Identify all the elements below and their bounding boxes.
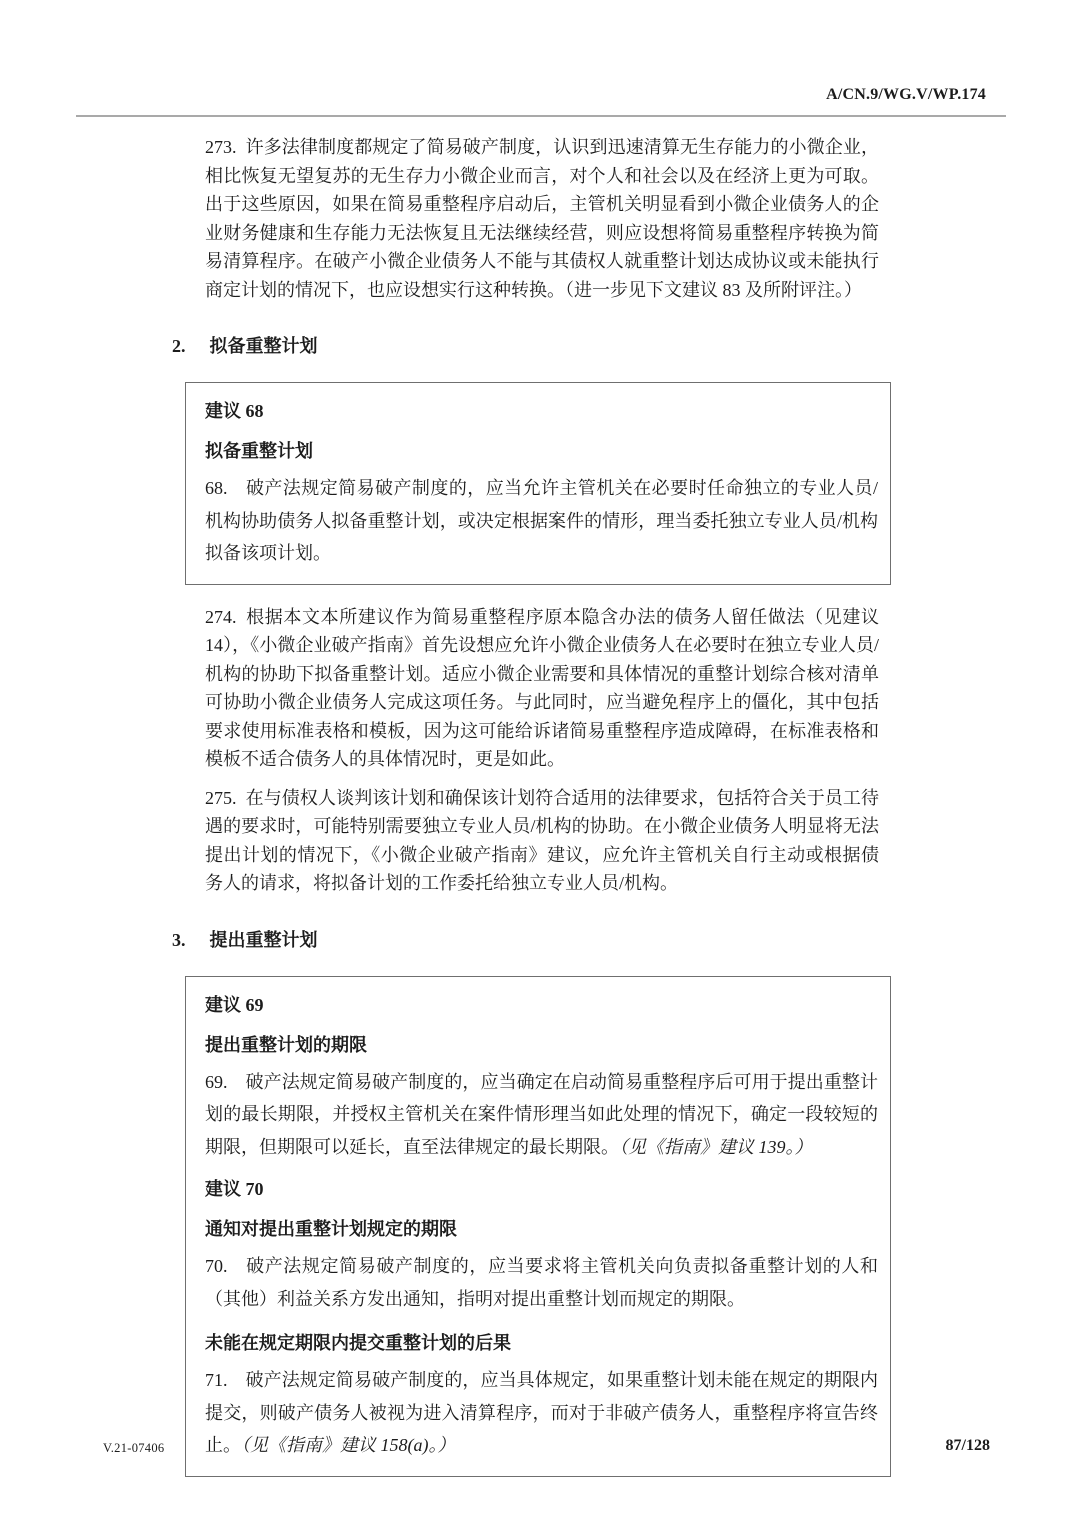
header-rule <box>76 115 1006 117</box>
recommendation-70-text-main: 70. 破产法规定简易破产制度的，应当要求将主管机关向负责拟备重整计划的人和（其他）利益关系方发出通知，指明对提出重整计划而规定的期限。 <box>205 1256 878 1309</box>
recommendation-70-text <box>205 1250 878 1315</box>
recommendation-71-reference: （见《指南》建议 158(a)。） <box>241 1435 456 1455</box>
recommendation-69-subtitle: 提出重整计划的期限 <box>205 1034 367 1055</box>
document-body <box>172 133 879 1495</box>
recommendation-71-text-main: 71. 破产法规定简易破产制度的，应当具体规定，如果重整计划未能在规定的期限内提交，则破产债务人被视为进入清算程序，而对于非破产债务人，重整程序将宣告终止。 <box>205 1370 878 1455</box>
recommendation-68-title: 建议 68 <box>205 401 264 421</box>
recommendation-69-text <box>205 1066 878 1164</box>
document-symbol: A/CN.9/WG.V/WP.174 <box>826 86 986 103</box>
recommendation-71-text <box>205 1364 878 1462</box>
recommendation-69-reference: （见《指南》建议 139。） <box>619 1136 813 1157</box>
paragraph-273: 273. 许多法律制度都规定了简易破产制度，认识到迅速清算无生存能力的小微企业，相比恢复无望复苏的无生存力小微企业而言，对个人和社会以及在经济上更为可取。出于这些原因，如果在简易重整程序启动后，主管机关明显看到小微企业债务人的企业财务健康和生存能力无法恢复且无法继续经营，则应设想将简易重整程序转换为简易清算程序。在破产小微企业债务人不能与其债权人就重整计划达成协议或未能执行商定计划的情况下，也应设想实行这种转换。（进一步见下文建议 83 及所附评注。） <box>205 137 879 300</box>
recommendation-70-subtitle: 通知对提出重整计划规定的期限 <box>205 1219 457 1239</box>
section-number: 2. <box>172 336 186 356</box>
section-number: 3. <box>172 929 186 950</box>
recommendation-68-text-main: 68. 破产法规定简易破产制度的，应当允许主管机关在必要时任命独立的专业人员/机构协助债务人拟备重整计划，或决定根据案件的情形，理当委托独立专业人员/机构拟备该项计划。 <box>205 478 878 563</box>
recommendation-68-text <box>205 472 878 570</box>
footer-page-number: 87/128 <box>945 1437 990 1454</box>
recommendation-70-title: 建议 70 <box>205 1179 264 1199</box>
section-heading-3 <box>172 926 879 952</box>
recommendation-box-69-71 <box>185 976 891 1477</box>
paragraph-275: 275. 在与债权人谈判该计划和确保该计划符合适用的法律要求，包括符合关于员工待遇的要求时，可能特别需要独立专业人员/机构的协助。在小微企业债务人明显将无法提出计划的情况下，《小微企业破产指南》建议，应允许主管机关自行主动或根据债务人的请求，将拟备计划的工作委托给独立专业人员/机构。 <box>205 787 879 893</box>
footer-document-number: V.21-07406 <box>103 1441 165 1455</box>
section-title: 拟备重整计划 <box>209 336 318 356</box>
recommendation-68-subtitle: 拟备重整计划 <box>205 441 313 461</box>
section-heading-2 <box>172 332 879 358</box>
recommendation-box-68 <box>185 382 891 585</box>
paragraph-274: 274. 根据本文本所建议作为简易重整程序原本隐含办法的债务人留任做法（见建议 14），《小微企业破产指南》首先设想应允许小微企业债务人在必要时在独立专业人员/机构的协助下拟备重整计划。适应小微企业需要和具体情况的重整计划综合核对清单可协助小微企业债务人完成这项任务。与此同时，应当避免程序上的僵化，其中包括要求使用标准表格和模板，因为这可能给诉诸简易重整程序造成障碍，在标准表格和模板不适合债务人的具体情况时，更是如此。 <box>205 606 879 769</box>
recommendation-71-subtitle: 未能在规定期限内提交重整计划的后果 <box>205 1333 511 1353</box>
section-title: 提出重整计划 <box>209 929 318 950</box>
recommendation-69-text-main: 69. 破产法规定简易破产制度的，应当确定在启动简易重整程序后可用于提出重整计划的最长期限，并授权主管机关在案件情形理当如此处理的情况下，确定一段较短的期限，但期限可以延长，直至法律规定的最长期限。 <box>205 1071 878 1157</box>
recommendation-69-title: 建议 69 <box>205 994 264 1015</box>
